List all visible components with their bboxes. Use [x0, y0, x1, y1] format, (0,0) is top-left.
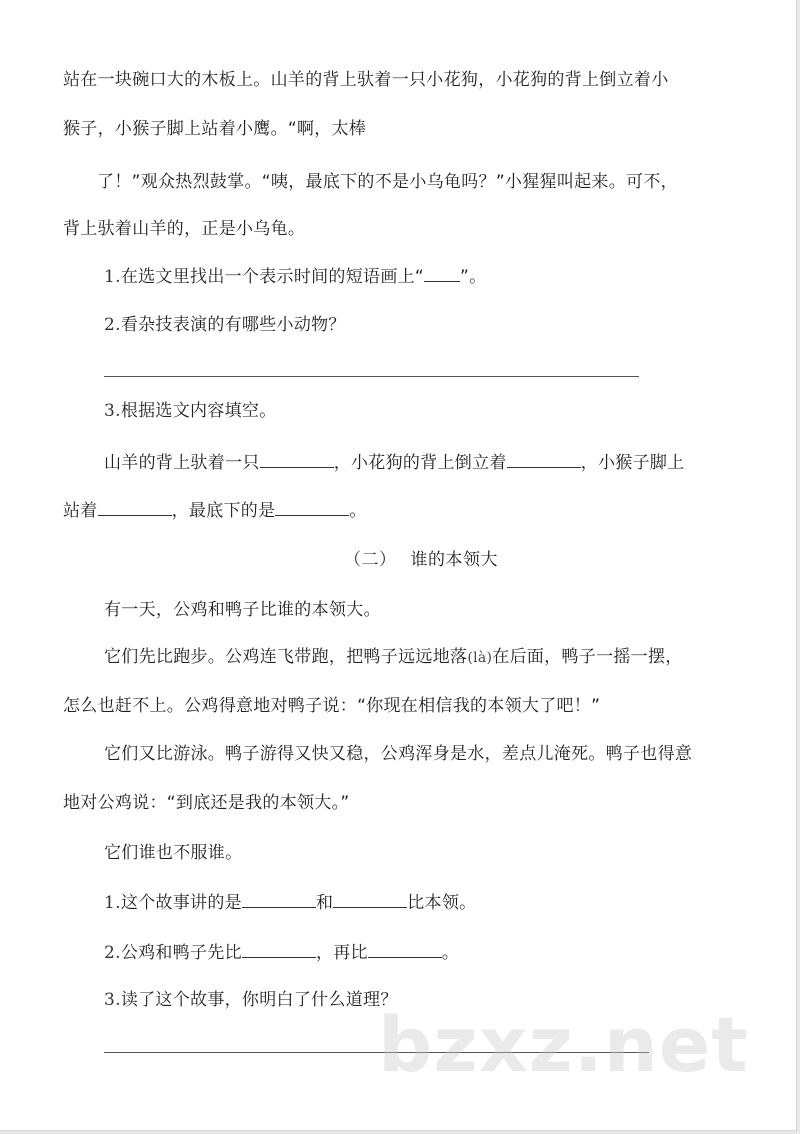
fill-text: ，最底下的是 [171, 501, 276, 521]
section-heading: 谁的本领大 [410, 550, 498, 570]
pinyin-annotation: (là) [467, 650, 493, 666]
question-text: 根据选文内容填空。 [120, 401, 277, 421]
question-text: 读了这个故事，你明白了什么道理？ [120, 990, 398, 1010]
answer-line-1-2[interactable] [104, 376, 639, 377]
answer-blank[interactable] [260, 451, 334, 468]
question-number: 1. [104, 893, 121, 913]
question-text: ，再比 [315, 943, 368, 963]
question-text: 公鸡和鸭子先比 [120, 943, 242, 963]
answer-blank[interactable] [275, 499, 349, 516]
fill-text: ，小猴子脚上 [580, 453, 685, 473]
question-text: 在选文里找出一个表示时间的短语画上“ [120, 267, 425, 287]
question-2-1 [104, 891, 476, 914]
passage1-line-2: 猴子，小猴子脚上站着小鹰。“啊，太棒 [63, 119, 367, 139]
passage2-p2-line2: 怎么也赶不上。公鸡得意地对鸭子说：“你现在相信我的本领大了吧！” [63, 696, 601, 716]
passage2-p2-line1 [104, 646, 683, 669]
passage2-p3-line1: 它们又比游泳。鸭子游得又快又稳，公鸡浑身是水，差点儿淹死。鸭子也得意 [104, 744, 693, 764]
answer-blank[interactable] [98, 499, 172, 516]
answer-blank[interactable] [242, 941, 316, 958]
question-2-3 [104, 989, 398, 1011]
question-number: 2. [104, 315, 121, 335]
question-text: 看杂技表演的有哪些小动物？ [120, 315, 346, 335]
answer-blank[interactable] [424, 265, 460, 282]
question-number: 1. [104, 267, 121, 287]
answer-blank[interactable] [368, 941, 442, 958]
question-text: 比本领。 [407, 893, 477, 913]
question-text: 这个故事讲的是 [120, 893, 242, 913]
question-number: 3. [104, 990, 121, 1010]
fill-in-line-1 [104, 451, 685, 474]
answer-blank[interactable] [333, 891, 407, 908]
fill-text: 。 [349, 501, 367, 521]
passage2-p4: 它们谁也不服谁。 [104, 843, 243, 863]
passage-text: 它们先比跑步。公鸡连飞带跑，把鸭子远远地落 [104, 647, 468, 667]
question-1-2 [104, 314, 346, 336]
question-text: 和 [315, 893, 334, 913]
passage-text: 在后面，鸭子一摇一摆， [492, 647, 683, 667]
section-number: （二） [344, 550, 397, 570]
fill-text: 站着 [63, 501, 98, 521]
watermark: bzxz.net [378, 1000, 749, 1089]
passage2-p1: 有一天，公鸡和鸭子比谁的本领大。 [104, 600, 381, 620]
answer-blank[interactable] [507, 451, 581, 468]
answer-blank[interactable] [242, 891, 316, 908]
passage1-line-4: 背上驮着山羊的，正是小乌龟。 [63, 219, 306, 239]
section-title [344, 549, 498, 571]
question-text: 。 [441, 943, 460, 963]
passage1-line-1: 站在一块碗口大的木板上。山羊的背上驮着一只小花狗，小花狗的背上倒立着小 [63, 70, 669, 90]
question-2-2 [104, 941, 459, 964]
question-text-end: ”。 [460, 267, 487, 287]
question-number: 2. [104, 943, 121, 963]
question-1-1 [104, 265, 486, 288]
question-number: 3. [104, 401, 121, 421]
fill-text: ，小花狗的背上倒立着 [333, 453, 507, 473]
fill-in-line-2 [63, 499, 367, 522]
fill-text: 山羊的背上驮着一只 [104, 453, 260, 473]
passage1-line-3: 了！”观众热烈鼓掌。“咦，最底下的不是小乌龟吗？”小猩猩叫起来。可不， [97, 172, 678, 192]
answer-line-2-3[interactable] [104, 1052, 649, 1053]
question-1-3 [104, 400, 277, 422]
passage2-p3-line2: 地对公鸡说：“到底还是我的本领大。” [63, 793, 350, 813]
